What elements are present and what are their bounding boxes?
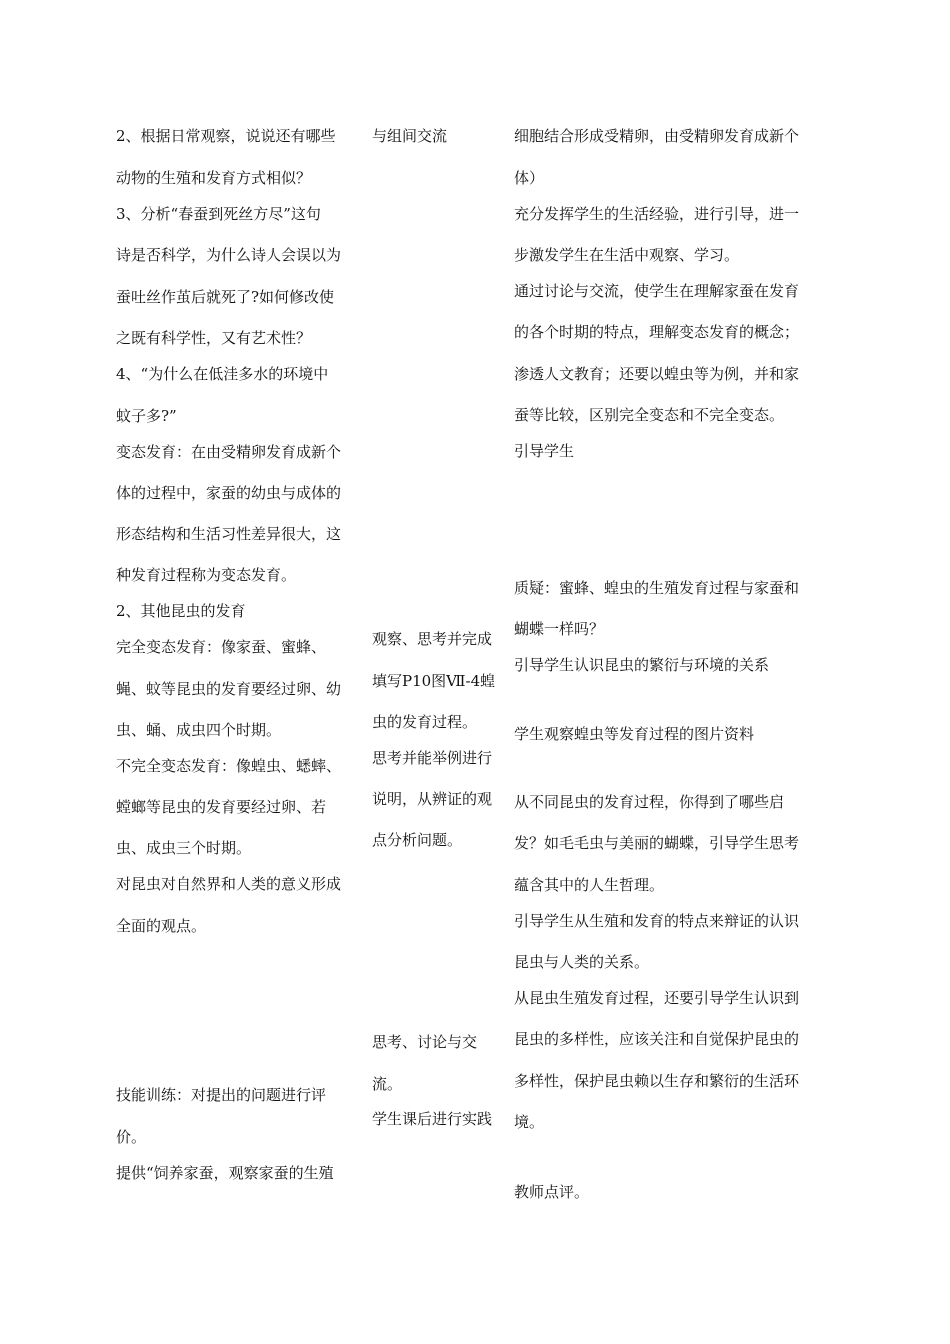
middle-line: 学生课后进行实践 [372,1110,493,1128]
middle-line: 思考并能举例进行 [372,749,493,767]
left-line: 虫、成虫三个时期。 [116,839,252,857]
right-line: 质疑：蜜蜂、蝗虫的生殖发育过程与家蚕和 [514,579,800,597]
left-line: 动物的生殖和发育方式相似？ [116,169,312,187]
middle-line: 观察、思考并完成 [372,630,493,648]
right-line: 充分发挥学生的生活经验，进行引导，进一 [514,205,800,223]
left-line: 体的过程中，家蚕的幼虫与成体的 [116,484,342,502]
right-line: 多样性，保护昆虫赖以生存和繁衍的生活环 [514,1072,800,1090]
middle-line: 思考、讨论与交 [372,1033,478,1051]
right-line: 蕴含其中的人生哲理。 [514,876,665,894]
middle-line: 流。 [372,1075,403,1093]
right-line: 从昆虫生殖发育过程，还要引导学生认识到 [514,989,800,1007]
left-line: 种发育过程称为变态发育。 [116,566,297,584]
right-line: 细胞结合形成受精卵，由受精卵发育成新个 [514,127,800,145]
left-line: 之既有科学性，又有艺术性？ [116,329,312,347]
left-line: 对昆虫对自然界和人类的意义形成 [116,875,342,893]
left-line: 螳螂等昆虫的发育要经过卵、若 [116,798,327,816]
right-line: 发？如毛毛虫与美丽的蝴蝶，引导学生思考 [514,834,800,852]
middle-line: 点分析问题。 [372,831,463,849]
right-line: 昆虫与人类的关系。 [514,953,650,971]
left-line: 2、根据日常观察，说说还有哪些 [116,127,336,145]
right-line: 学生观察蝗虫等发育过程的图片资料 [514,725,755,743]
right-line: 通过讨论与交流，使学生在理解家蚕在发育 [514,282,800,300]
middle-line: 虫的发育过程。 [372,713,478,731]
left-line: 蝇、蚊等昆虫的发育要经过卵、幼 [116,680,342,698]
left-line: 蚊子多?” [116,407,177,425]
left-line: 变态发育：在由受精卵发育成新个 [116,443,342,461]
right-line: 步激发学生在生活中观察、学习。 [514,246,740,264]
left-line: 不完全变态发育：像蝗虫、蟋蟀、 [116,757,342,775]
right-line: 从不同昆虫的发育过程，你得到了哪些启 [514,793,785,811]
right-line: 引导学生 [514,442,575,460]
right-line: 引导学生从生殖和发育的特点来辩证的认识 [514,912,800,930]
right-line: 教师点评。 [514,1183,590,1201]
middle-line: 填写P10图Ⅶ-4蝗 [372,672,496,690]
right-line: 蝴蝶一样吗？ [514,620,605,638]
right-line: 境。 [514,1113,545,1131]
middle-line: 与组间交流 [372,127,448,145]
middle-line: 说明，从辨证的观 [372,790,493,808]
left-line: 蚕吐丝作茧后就死了?如何修改使 [116,288,335,306]
right-line: 体） [514,169,545,187]
left-line: 形态结构和生活习性差异很大，这 [116,525,342,543]
left-line: 虫、蛹、成虫四个时期。 [116,721,282,739]
right-line: 蚕等比较，区别完全变态和不完全变态。 [514,406,785,424]
left-line: 提供“饲养家蚕，观察家蚕的生殖 [116,1164,334,1182]
right-line: 的各个时期的特点，理解变态发育的概念； [514,323,800,341]
left-line: 完全变态发育：像家蚕、蜜蜂、 [116,638,327,656]
right-line: 引导学生认识昆虫的繁衍与环境的关系 [514,656,770,674]
left-line: 2、其他昆虫的发育 [116,602,246,620]
left-line: 3、分析“春蚕到死丝方尽”这句 [116,205,321,223]
right-line: 昆虫的多样性，应该关注和自觉保护昆虫的 [514,1030,800,1048]
left-line: 4、“为什么在低洼多水的环境中 [116,365,329,383]
left-line: 价。 [116,1128,147,1146]
left-line: 诗是否科学，为什么诗人会误以为 [116,246,342,264]
left-line: 技能训练：对提出的问题进行评 [116,1086,327,1104]
left-line: 全面的观点。 [116,917,207,935]
right-line: 渗透人文教育；还要以蝗虫等为例，并和家 [514,365,800,383]
